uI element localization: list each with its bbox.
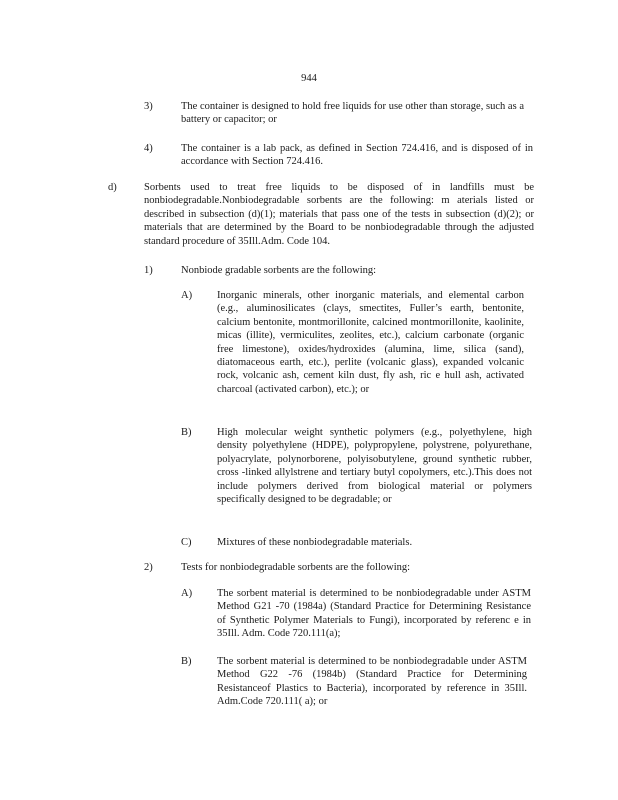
item-text: The container is a lab pack, as defined in Section 724.416, and is disposed of in accordance with Section 724.416. bbox=[181, 143, 533, 168]
item-marker: A) bbox=[181, 588, 193, 599]
item-text: High molecular weight synthetic polymers (e.g., polyethylene, high density polyethylene (HDPE), polypropylene, polystrene, polyurethane, polyacrylate, polynorborene, polyisobutylene, ground synthetic rubber, cross -linked allylstrene and tertiary butyl copolymers, etc.).This does not include polymers derived from biological material or polymers specifically designed to be degradable; or bbox=[217, 427, 532, 506]
item-marker: 4) bbox=[144, 143, 153, 154]
item-marker: B) bbox=[181, 427, 192, 438]
item-marker: C) bbox=[181, 537, 192, 548]
item-text: Tests for nonbiodegradable sorbents are the following: bbox=[181, 562, 411, 573]
item-text: Nonbiode gradable sorbents are the following: bbox=[181, 265, 377, 276]
item-marker: 2) bbox=[144, 562, 153, 573]
item-marker: d) bbox=[108, 182, 117, 193]
item-text: Mixtures of these nonbiodegradable materials. bbox=[217, 537, 413, 548]
item-text: Inorganic minerals, other inorganic materials, and elemental carbon (e.g., aluminosilicates (clays, smectites, Fuller’s earth, bentonite, calcium bentonite, montmorillonite, calcined montmorillonite, kaolinite, micas (illite), vermiculites, zeolites, etc.), calcium carbonate (organic free limestone), oxides/hydroxides (alumina, lime, silica (sand), diatomaceous earth, etc.), perlite (volcanic glass), expanded volcanic rock, volcanic ash, cement kiln dust, fly ash, ric e hull ash, activated charcoal (activated carbon), etc.); or bbox=[217, 290, 524, 395]
item-marker: 1) bbox=[144, 265, 153, 276]
item-text: The sorbent material is determined to be nonbiodegradable under ASTM Method G21 -70 (1984a) (Standard Practice for Determining Resistance of Synthetic Polymer Materials to Fungi), incorporated by referenc e in 35Ill. Adm. Code 720.111(a); bbox=[217, 588, 531, 640]
item-marker: 3) bbox=[144, 101, 153, 112]
item-text: Sorbents used to treat free liquids to be disposed of in landfills must be nonbiodegradable.Nonbiodegradable sorbents are the following: m aterials listed or described in subsection (d)(1); materials that pass one of the tests in subsection (d)(2); or materials that are determined by the Board to be nonbiodegradable through the adjusted standard procedure of 35Ill.Adm. Code 104. bbox=[144, 182, 534, 247]
item-text: The container is designed to hold free liquids for use other than storage, such as a battery or capacitor; or bbox=[181, 101, 524, 126]
page-number: 944 bbox=[301, 73, 317, 84]
item-marker: A) bbox=[181, 290, 193, 301]
item-marker: B) bbox=[181, 656, 192, 667]
item-text: The sorbent material is determined to be nonbiodegradable under ASTM Method G22 -76 (1984b) (Standard Practice for Determining Resistanceof Plastics to Bacteria), incorporated by reference in 35Ill. Adm.Code 720.111( a); or bbox=[217, 656, 527, 708]
